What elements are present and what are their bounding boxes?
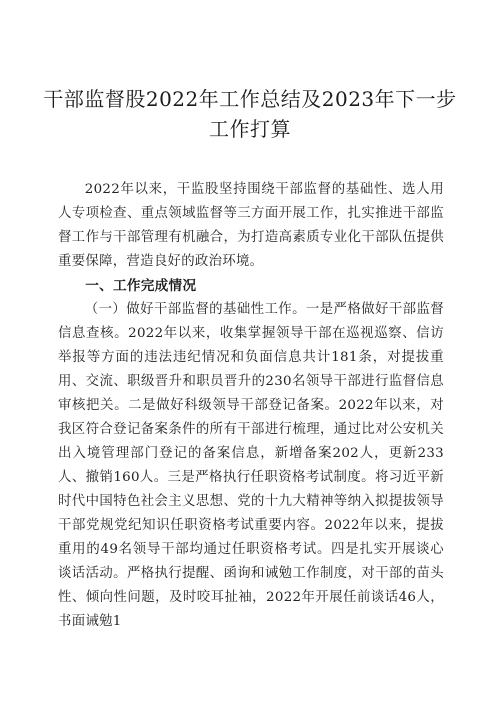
title-line-2: 工作打算 [209, 117, 291, 141]
document-title [40, 84, 460, 144]
intro-paragraph: 2022年以来，干监股坚持围绕干部监督的基础性、选人用人专项检查、重点领域监督等三方面开展工作，扎实推进干部监督工作与干部管理有机融合，为打造高素质专业化干部队伍提供重要保障，营造良好的政治环境。 [58, 182, 444, 269]
section1-paragraph: （一）做好干部监督的基础性工作。一是严格做好干部监督信息查核。2022年以来，收集掌握领导干部在巡视巡察、信访举报等方面的违法违纪情况和负面信息共计181条，对提拔重用、交流、职级晋升和职员晋升的230名领导干部进行监督信息审核把关。二是做好科级领导干部登记备案。2022年以来，对我区符合登记备案条件的所有干部进行梳理，通过比对公安机关出入境管理部门登记的备案信息，新增备案202人，更新233人、撤销160人。三是严格执行任职资格考试制度。将习近平新时代中国特色社会主义思想、党的十九大精神等纳入拟提拔领导干部党规党纪知识任职资格考试重要内容。2022年以来，提拔重用的49名领导干部均通过任职资格考试。四是扎实开展谈心谈话活动。严格执行提醒、函询和诫勉工作制度，对干部的苗头性、倾向性问题，及时咬耳扯袖，2022年开展任前谈话46人，书面诫勉1 [58, 302, 444, 629]
document-body [58, 178, 444, 634]
title-line-1: 干部监督股2022年工作总结及2023年下一步 [43, 87, 457, 111]
section-heading-work-completed: 一、工作完成情况 [85, 278, 197, 294]
